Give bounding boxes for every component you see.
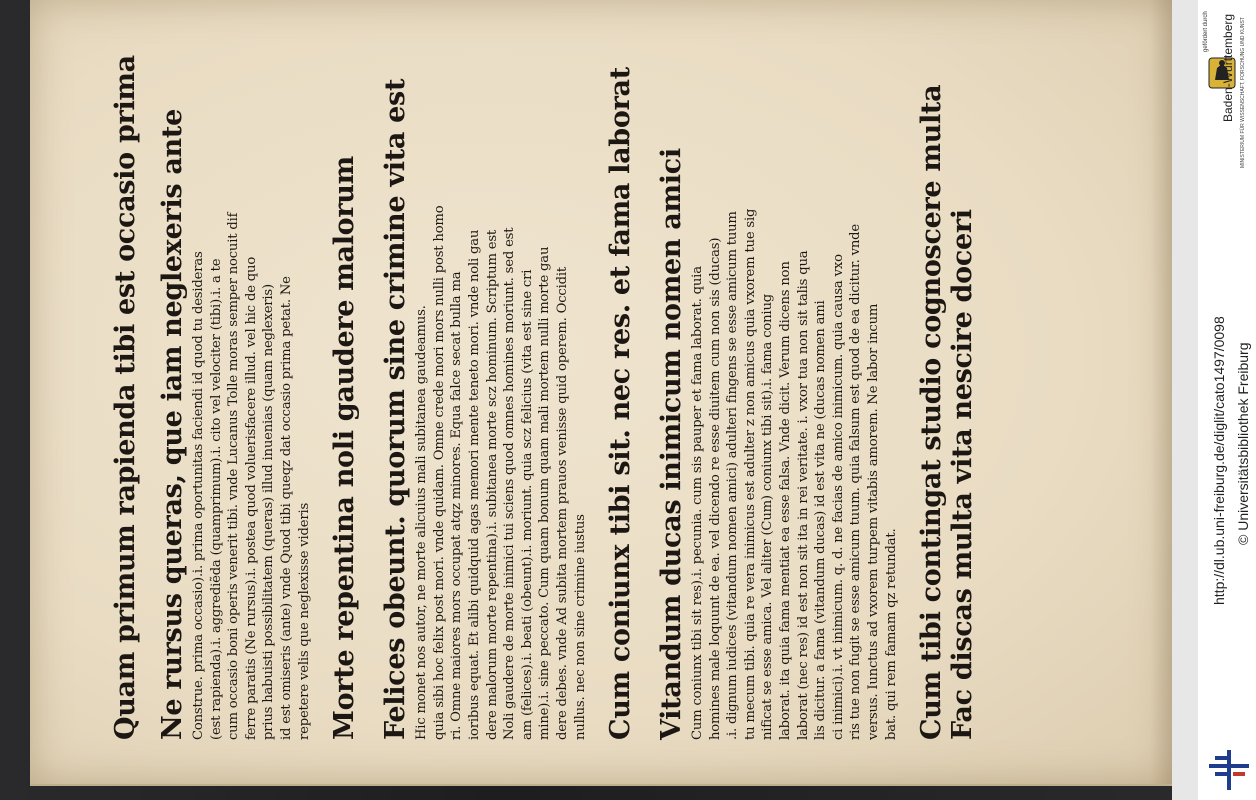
commentary-paragraph: Cum coniunx tibi sit res).i. pecunia. cum sis pauper et fama laborat. quia homines male loquunt de ea. vel dicendo re esse diuitem cum non sis (ducas) .i. dignum iudices (vitandum nomen amici) adulteri fingens se esse amicum tuum tu mecum tibi. quia re vera inimicus est adulter z non amicus quia vxorem tue sig nificat se esse amica. Vel aliter (Cum) coniunx tibi sit).i. fama coniug laborat. ita quia fama mentiat ea esse falsa. Vnde dicit. Verum dicens non laborat (nec res) id est non sit ita in rei veritate. i. vxor tua non sit talis qua lis dicitur. a fama (vitandum ducas) id est vita ne (ducas nomen ami ci inimici).i. vt inimicum. q. d. ne facias de amico inimicum. quia causa vxo ris tue non fugit se esse amicum tuum. quia falsum est quod de ea dicitur. vnde versus. Iunctus ad vxorem turpem vitabis amorem. Ne labor incum bat. qui rem famam qz retundat. (690, 208, 899, 740)
state-name-label: Baden-Württemberg (1221, 13, 1235, 122)
verse-heading: Vitandum ducas inimicum nomen amici (656, 148, 688, 740)
verse-heading: Cum coniunx tibi sit. nec res. et fama laborat (605, 67, 637, 740)
funded-by-label: gefördert durch (1203, 11, 1209, 52)
verse-heading: Fac discas multa vita nescire doceri (947, 209, 979, 740)
page-text-block (110, 50, 978, 740)
permalink-url[interactable]: http://dl.ub.uni-freiburg.de/diglit/cato1497/0098 (1211, 316, 1227, 605)
verse-heading: Quam primum rapienda tibi est occasio prima (110, 55, 141, 740)
commentary-paragraph: Hic monet nos autor, ne morte alicuius mali subitanea gaudeamus. quia sibi hoc felix post mori. vnde quidam. Omne crede mori mors nulli post homo ri. Omne maiores mors occupat atqz minores. Equa falce secat bulla ma ioribus equat. Et alibi quidquid agas memori mente teneto mori. vnde noli gau dere malorum morte repentina).i. subitanea morte scz hominum. Scriptum est Noli gaudere de morte inimici tui sciens quod omnes homines moriunt. sed est am (felices).i. beati (obeunt).i. moriunt. quia scz felicius (vita est sine cri mine).i. sine peccato. Cum quam bonum quam mali mortem nulli morte gau dere debes. vnde Ad subita mortem prauos venisse quid operem. Occidit nullus. nec non sine crimine iustus (414, 205, 588, 740)
book-spine-strip (1172, 0, 1198, 800)
commentary-paragraph: Construe. prima occasio).i. prima oportunitas faciendi id quod tu desideras (est rapienda).i. aggrediẽda (quamprimum).i. cito vel velociter (tibi).i. a te cum occasio boni operis venerit tibi. vnde Lucanus Tolle moras semper nocuit dif ferre paratis (Ne rursus).i. postea quod voluerisfacere illud. vel hic de quo prius habuisti possibilitatem (queras) illud inuenias (quam neglexeris) id est omiseris (ante) vnde Quod tibi queqz dat occasio prima petat. Ne repetere velis que neglexisse videris (191, 212, 312, 740)
verse-heading: Felices obeunt. quorum sine crimine vita est (380, 78, 412, 740)
copyright-notice: © Universitätsbibliothek Freiburg (1235, 342, 1251, 545)
verse-heading: Cum tibi contingat studio cognoscere multa (916, 84, 948, 740)
verse-heading: Ne rursus queras, que iam neglexeris ante (157, 109, 188, 740)
verse-heading: Morte repentina noli gaudere malorum (329, 156, 361, 740)
ministry-label: MINISTERIUM FÜR WISSENSCHAFT, FORSCHUNG UND KUNST (1240, 17, 1246, 168)
university-library-logo-icon (1207, 748, 1251, 792)
